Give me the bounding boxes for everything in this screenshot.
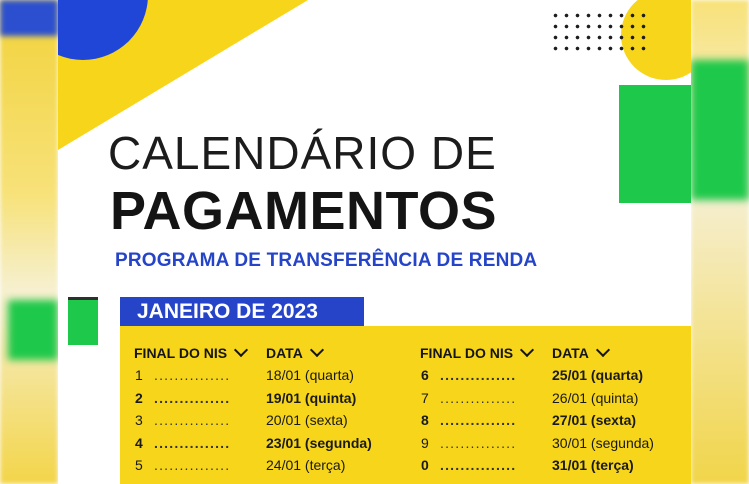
- nis-digit: 8: [421, 412, 429, 428]
- green-block-decoration: [619, 85, 691, 203]
- header-data[interactable]: DATA: [266, 345, 322, 361]
- payment-date: 26/01 (quinta): [552, 389, 639, 406]
- blurred-left-green-shape: [8, 300, 58, 360]
- chevron-down-icon: [520, 343, 534, 357]
- nis-digit: 3: [135, 412, 143, 428]
- blurred-left-blue-shape: [0, 0, 58, 36]
- nis-digit: 6: [421, 367, 429, 383]
- payment-date: 20/01 (sexta): [266, 412, 348, 428]
- payment-date: 27/01 (sexta): [552, 412, 637, 428]
- payment-date: 25/01 (quarta): [552, 367, 644, 383]
- chevron-down-icon: [234, 343, 248, 357]
- nis-digit: 0: [421, 457, 429, 473]
- nis-digit: 4: [135, 434, 143, 451]
- payment-date: 19/01 (quinta): [266, 389, 357, 406]
- payment-date: 30/01 (segunda): [552, 434, 654, 451]
- leader-dots: ...............: [154, 457, 231, 473]
- blurred-left-edge: [0, 0, 58, 484]
- month-accent-green: [68, 300, 98, 345]
- payment-date: 24/01 (terça): [266, 457, 346, 473]
- payment-calendar-poster: [58, 0, 691, 484]
- leader-dots: ...............: [154, 389, 231, 406]
- payment-date: 23/01 (segunda): [266, 434, 372, 451]
- nis-digit: 1: [135, 367, 143, 383]
- blurred-right-green-shape: [691, 60, 749, 200]
- payment-date: 31/01 (terça): [552, 457, 634, 473]
- title-line-1: CALENDÁRIO DE: [108, 127, 497, 179]
- leader-dots: ...............: [440, 412, 517, 428]
- leader-dots: ...............: [154, 434, 231, 451]
- leader-dots: ...............: [440, 434, 517, 451]
- nis-digit: 5: [135, 457, 143, 473]
- leader-dots: ...............: [440, 389, 517, 406]
- payment-date: 18/01 (quarta): [266, 367, 354, 383]
- leader-dots: ...............: [154, 412, 231, 428]
- chevron-down-icon: [310, 343, 324, 357]
- nis-digit: 2: [135, 389, 143, 406]
- header-data[interactable]: DATA: [552, 345, 608, 361]
- dot-grid-decoration: [550, 10, 650, 52]
- subtitle: PROGRAMA DE TRANSFERÊNCIA DE RENDA: [115, 250, 538, 271]
- month-banner: JANEIRO DE 2023: [120, 297, 364, 327]
- header-final-nis[interactable]: FINAL DO NIS: [134, 345, 246, 361]
- chevron-down-icon: [596, 343, 610, 357]
- header-final-nis[interactable]: FINAL DO NIS: [420, 345, 532, 361]
- nis-digit: 7: [421, 389, 429, 406]
- leader-dots: ...............: [154, 367, 231, 383]
- leader-dots: ...............: [440, 457, 517, 473]
- nis-digit: 9: [421, 434, 429, 451]
- title-line-2: PAGAMENTOS: [110, 181, 498, 241]
- leader-dots: ...............: [440, 367, 517, 383]
